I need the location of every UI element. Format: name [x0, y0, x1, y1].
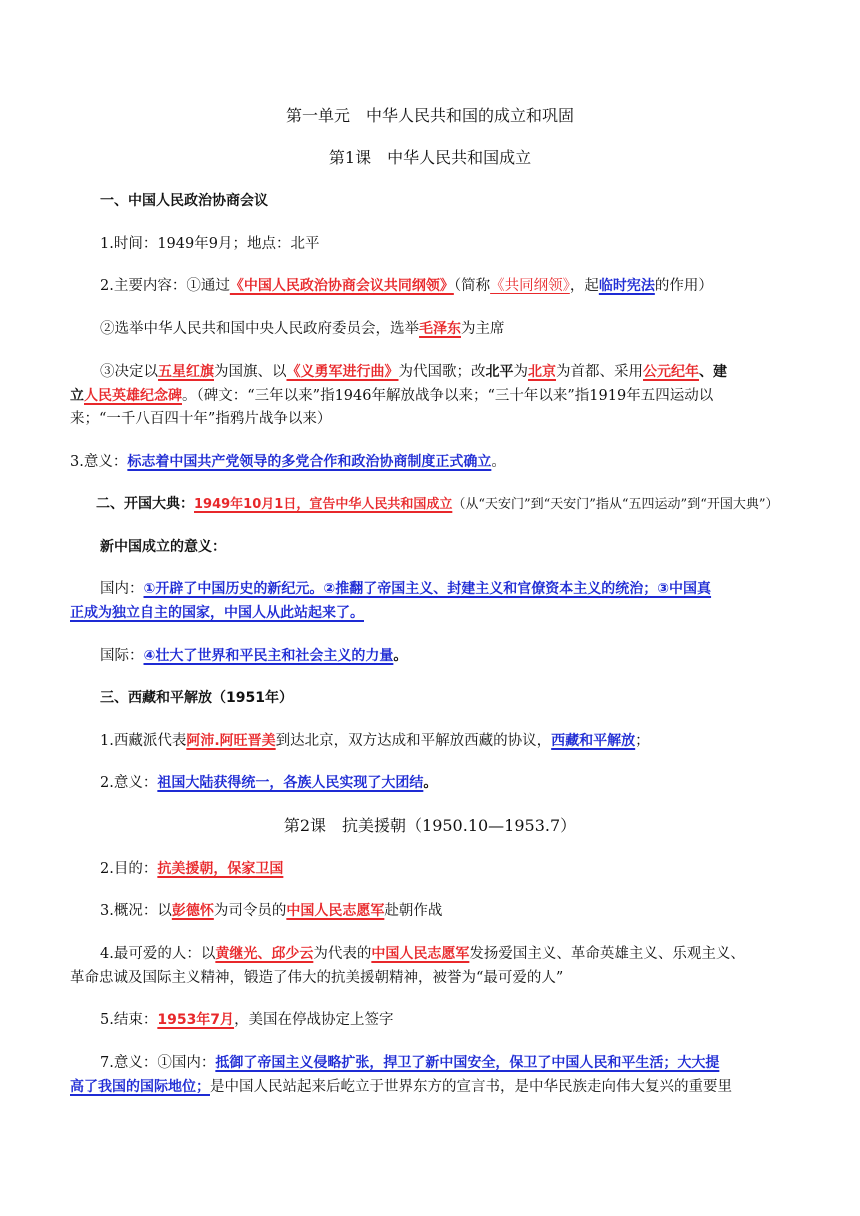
- section2-founding-ceremony: 二、开国大典：1949年10月1日，宣告中华人民共和国成立（从“天安门”到“天安门”指从“五四运动”到“开国大典”）: [96, 496, 779, 512]
- lesson2-title: 第2课 抗美援朝（1950.10—1953.7）: [283, 816, 577, 835]
- s1-main-content: 2.主要内容：①通过《中国人民政治协商会议共同纲领》（简称《共同纲领》，起临时宪法的作用）: [100, 278, 713, 294]
- s1-time-place: 1.时间：1949年9月；地点：北平: [100, 236, 320, 252]
- section3-heading: 三、西藏和平解放（1951年）: [100, 690, 293, 706]
- l2-loveliest-people-line1: 4.最可爱的人：以黄继光、邱少云为代表的中国人民志愿军发扬爱国主义、革命英雄主义、乐观主义、: [100, 946, 745, 962]
- s3-tibet-agreement: 1.西藏派代表阿沛.阿旺晋美到达北京，双方达成和平解放西藏的协议，西藏和平解放；: [100, 733, 650, 749]
- l2-loveliest-people-line2: 革命忠诚及国际主义精神，锻造了伟大的抗美援朝精神，被誉为“最可爱的人”: [70, 970, 564, 986]
- l2-significance-line2: 高了我国的国际地位；是中国人民站起来后屹立于世界东方的宣言书，是中华民族走向伟大复兴的重要里: [70, 1079, 732, 1095]
- s1-decisions-line1: ③决定以五星红旗为国旗、以《义勇军进行曲》为代国歌；改北平为北京为首都、采用公元纪年、建: [100, 364, 727, 380]
- s1-decisions-line2: 立人民英雄纪念碑。（碑文：“三年以来”指1946年解放战争以来；“三十年以来”指1919年五四运动以: [70, 388, 714, 404]
- unit-title: 第一单元 中华人民共和国的成立和巩固: [285, 106, 574, 125]
- s1-significance: 3.意义：标志着中国共产党领导的多党合作和政治协商制度正式确立。: [70, 454, 506, 470]
- significance-domestic-line1: 国内：①开辟了中国历史的新纪元。②推翻了帝国主义、封建主义和官僚资本主义的统治；③中国真: [100, 581, 712, 597]
- s1-decisions-line3: 来；“一千八百四十年”指鸦片战争以来）: [70, 411, 332, 427]
- significance-international: 国际：④壮大了世界和平民主和社会主义的力量。: [100, 648, 408, 664]
- significance-domestic-line2: 正成为独立自主的国家，中国人从此站起来了。: [70, 605, 364, 621]
- l2-overview: 3.概况：以彭德怀为司令员的中国人民志愿军赴朝作战: [100, 903, 443, 919]
- lesson1-title: 第1课 中华人民共和国成立: [328, 148, 532, 167]
- l2-purpose: 2.目的：抗美援朝，保家卫国: [100, 861, 284, 877]
- s1-election: ②选举中华人民共和国中央人民政府委员会，选举毛泽东为主席: [100, 321, 505, 337]
- l2-significance-line1: 7.意义：①国内：抵御了帝国主义侵略扩张，捍卫了新中国安全，保卫了中国人民和平生活；大大提: [100, 1055, 720, 1071]
- l2-end: 5.结束：1953年7月，美国在停战协定上签字: [100, 1012, 394, 1028]
- section1-heading: 一、中国人民政治协商会议: [100, 193, 268, 209]
- significance-heading: 新中国成立的意义：: [100, 539, 226, 555]
- s3-significance: 2.意义：祖国大陆获得统一，各族人民实现了大团结。: [100, 775, 438, 791]
